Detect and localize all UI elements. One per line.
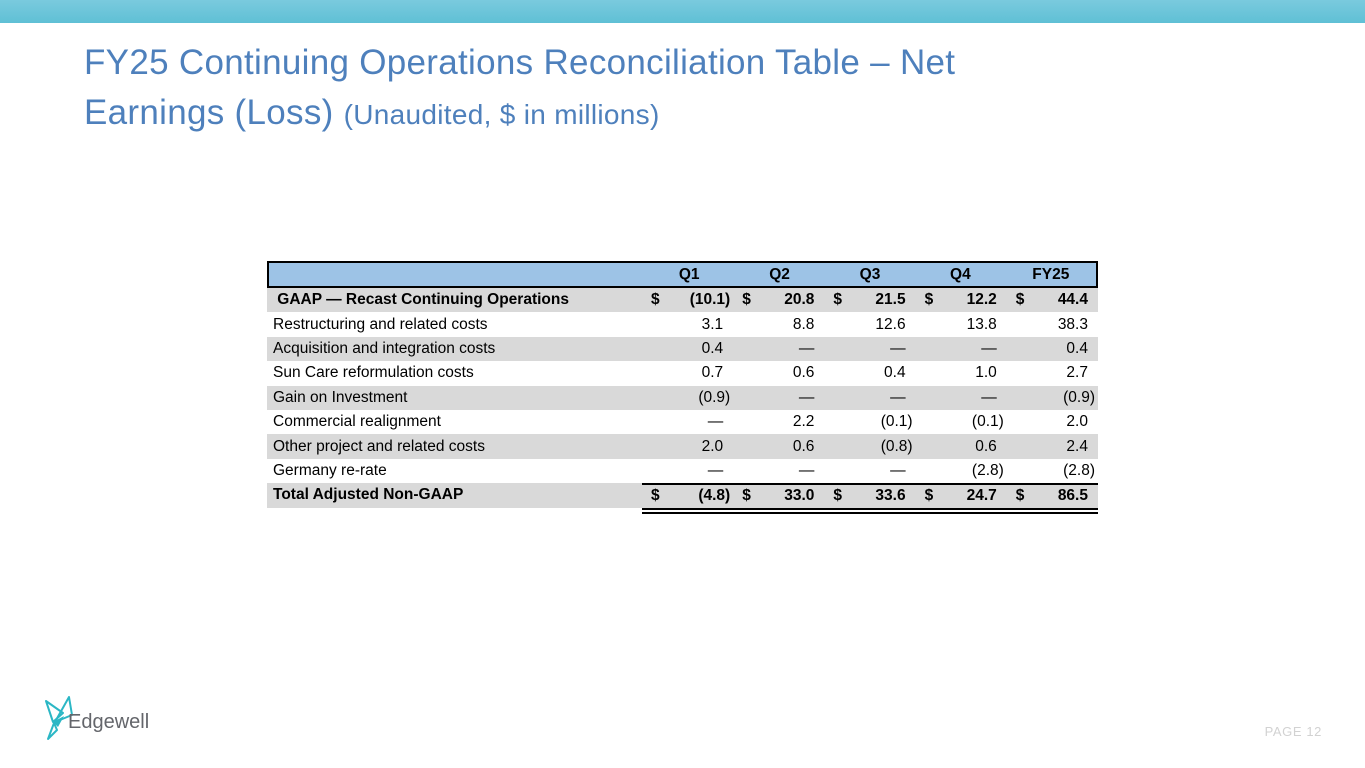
cell-value: 0.6	[975, 437, 997, 455]
table-cell	[916, 483, 1007, 507]
page-number: PAGE 12	[1264, 724, 1322, 739]
edgewell-logo	[44, 694, 174, 744]
table-cell	[733, 288, 824, 312]
cell-value: —	[890, 339, 906, 357]
row-label: Acquisition and integration costs	[273, 339, 496, 357]
table-row	[267, 288, 1098, 312]
column-header: Q4	[950, 265, 971, 283]
table-cell	[916, 361, 1007, 385]
table-cell	[824, 337, 915, 361]
table-cell	[824, 361, 915, 385]
cell-value: (0.1)	[971, 413, 1004, 431]
currency-symbol: $	[833, 487, 843, 505]
cell-value: 21.5	[875, 291, 906, 309]
cell-value: 2.2	[792, 413, 815, 431]
table-cell	[824, 386, 915, 410]
currency-symbol: $	[924, 291, 934, 309]
table-row	[267, 434, 1098, 458]
row-label: Sun Care reformulation costs	[273, 364, 474, 382]
table-cell	[1007, 410, 1098, 434]
cell-value: (0.8)	[880, 437, 913, 455]
cell-value: —	[890, 461, 906, 479]
table-cell	[642, 410, 733, 434]
table-cell	[916, 312, 1007, 336]
table-cell	[642, 459, 733, 483]
cell-value: —	[890, 388, 906, 406]
cell-value: 2.0	[1066, 413, 1088, 431]
table-cell	[642, 434, 733, 458]
table-cell	[824, 288, 915, 312]
table-cell	[733, 312, 824, 336]
cell-value: 86.5	[1057, 487, 1088, 505]
table-cell	[642, 288, 733, 312]
table-cell	[916, 288, 1007, 312]
table-cell	[1007, 459, 1098, 483]
table-row	[267, 312, 1098, 336]
cell-value: 12.2	[966, 291, 997, 309]
cell-value: 24.7	[966, 487, 997, 505]
cell-value: (2.8)	[1063, 461, 1095, 479]
cell-value: —	[707, 413, 724, 431]
currency-symbol: $	[1015, 487, 1025, 505]
table-row	[267, 361, 1098, 385]
table-cell	[1007, 361, 1098, 385]
table-cell	[824, 410, 915, 434]
cell-value: 38.3	[1057, 315, 1088, 333]
slide-title	[84, 38, 1144, 140]
cell-value: 1.0	[975, 364, 997, 382]
row-label: GAAP — Recast Continuing Operations	[273, 291, 569, 309]
cell-value: 0.4	[1066, 339, 1088, 357]
top-accent-bar	[0, 0, 1365, 23]
row-label: Total Adjusted Non-GAAP	[273, 486, 464, 504]
row-label: Gain on Investment	[273, 388, 408, 406]
table-cell	[733, 410, 824, 434]
row-label: Commercial realignment	[273, 413, 441, 431]
table-row	[267, 410, 1098, 434]
table-cell	[916, 337, 1007, 361]
table-cell	[916, 459, 1007, 483]
currency-symbol: $	[924, 487, 934, 505]
column-header: FY25	[1032, 265, 1070, 283]
cell-value: 2.4	[1066, 437, 1088, 455]
cell-value: (0.9)	[698, 388, 731, 406]
reconciliation-table	[267, 261, 1098, 508]
table-cell	[1007, 312, 1098, 336]
table-cell	[916, 410, 1007, 434]
cell-value: (10.1)	[689, 291, 731, 309]
title-subtitle: (Unaudited, $ in millions)	[343, 99, 660, 130]
currency-symbol: $	[1015, 291, 1025, 309]
table-cell	[916, 386, 1007, 410]
currency-symbol: $	[651, 487, 660, 505]
table-cell	[642, 361, 733, 385]
table-row	[267, 483, 1098, 507]
table-cell	[1007, 386, 1098, 410]
cell-value: —	[798, 388, 815, 406]
table-cell	[824, 312, 915, 336]
cell-value: 33.0	[784, 487, 815, 505]
table-cell	[733, 483, 824, 507]
column-header: Q3	[859, 265, 881, 283]
cell-value: (0.9)	[1063, 388, 1095, 406]
table-cell	[1007, 288, 1098, 312]
cell-value: 0.6	[792, 364, 815, 382]
cell-value: —	[981, 388, 997, 406]
cell-value: 2.0	[701, 437, 724, 455]
header-label-spacer	[269, 263, 644, 286]
cell-value: (2.8)	[971, 461, 1004, 479]
cell-value: 0.7	[701, 364, 724, 382]
cell-value: (0.1)	[880, 413, 913, 431]
row-label: Restructuring and related costs	[273, 315, 488, 333]
currency-symbol: $	[742, 291, 751, 309]
table-cell	[1007, 337, 1098, 361]
table-cell	[642, 337, 733, 361]
table-row	[267, 337, 1098, 361]
column-header: Q1	[678, 265, 700, 283]
currency-symbol: $	[651, 291, 660, 309]
table-header-row	[267, 261, 1098, 288]
edgewell-logo-text: Edgewell	[68, 711, 150, 733]
cell-value: —	[981, 339, 997, 357]
title-line2: Earnings (Loss)	[84, 93, 344, 132]
row-label: Other project and related costs	[273, 437, 485, 455]
cell-value: 2.7	[1066, 364, 1088, 382]
table-row	[267, 459, 1098, 483]
table-cell	[642, 386, 733, 410]
table-cell	[733, 386, 824, 410]
table-cell	[733, 459, 824, 483]
table-row	[267, 386, 1098, 410]
cell-value: 12.6	[875, 315, 906, 333]
table-cell	[824, 434, 915, 458]
cell-value: 33.6	[875, 487, 906, 505]
cell-value: 0.4	[701, 339, 724, 357]
table-cell	[733, 361, 824, 385]
total-double-underline	[642, 508, 1098, 514]
cell-value: —	[707, 461, 724, 479]
table-cell	[642, 312, 733, 336]
cell-value: 44.4	[1057, 291, 1088, 309]
row-label: Germany re-rate	[273, 461, 387, 479]
cell-value: —	[798, 461, 815, 479]
currency-symbol: $	[742, 487, 751, 505]
cell-value: 3.1	[701, 315, 724, 333]
column-header: Q2	[769, 265, 790, 283]
table-cell	[642, 483, 733, 507]
table-body	[267, 288, 1098, 508]
cell-value: 0.6	[792, 437, 815, 455]
cell-value: —	[798, 339, 815, 357]
cell-value: 8.8	[792, 315, 815, 333]
cell-value: 20.8	[784, 291, 815, 309]
table-cell	[1007, 434, 1098, 458]
table-cell	[733, 337, 824, 361]
cell-value: 13.8	[966, 315, 997, 333]
title-line1: FY25 Continuing Operations Reconciliation Table – Net	[84, 43, 956, 82]
cell-value: (4.8)	[698, 487, 731, 505]
cell-value: 0.4	[884, 364, 906, 382]
currency-symbol: $	[833, 291, 843, 309]
table-cell	[916, 434, 1007, 458]
table-cell	[1007, 483, 1098, 507]
table-cell	[824, 459, 915, 483]
table-cell	[824, 483, 915, 507]
table-cell	[733, 434, 824, 458]
